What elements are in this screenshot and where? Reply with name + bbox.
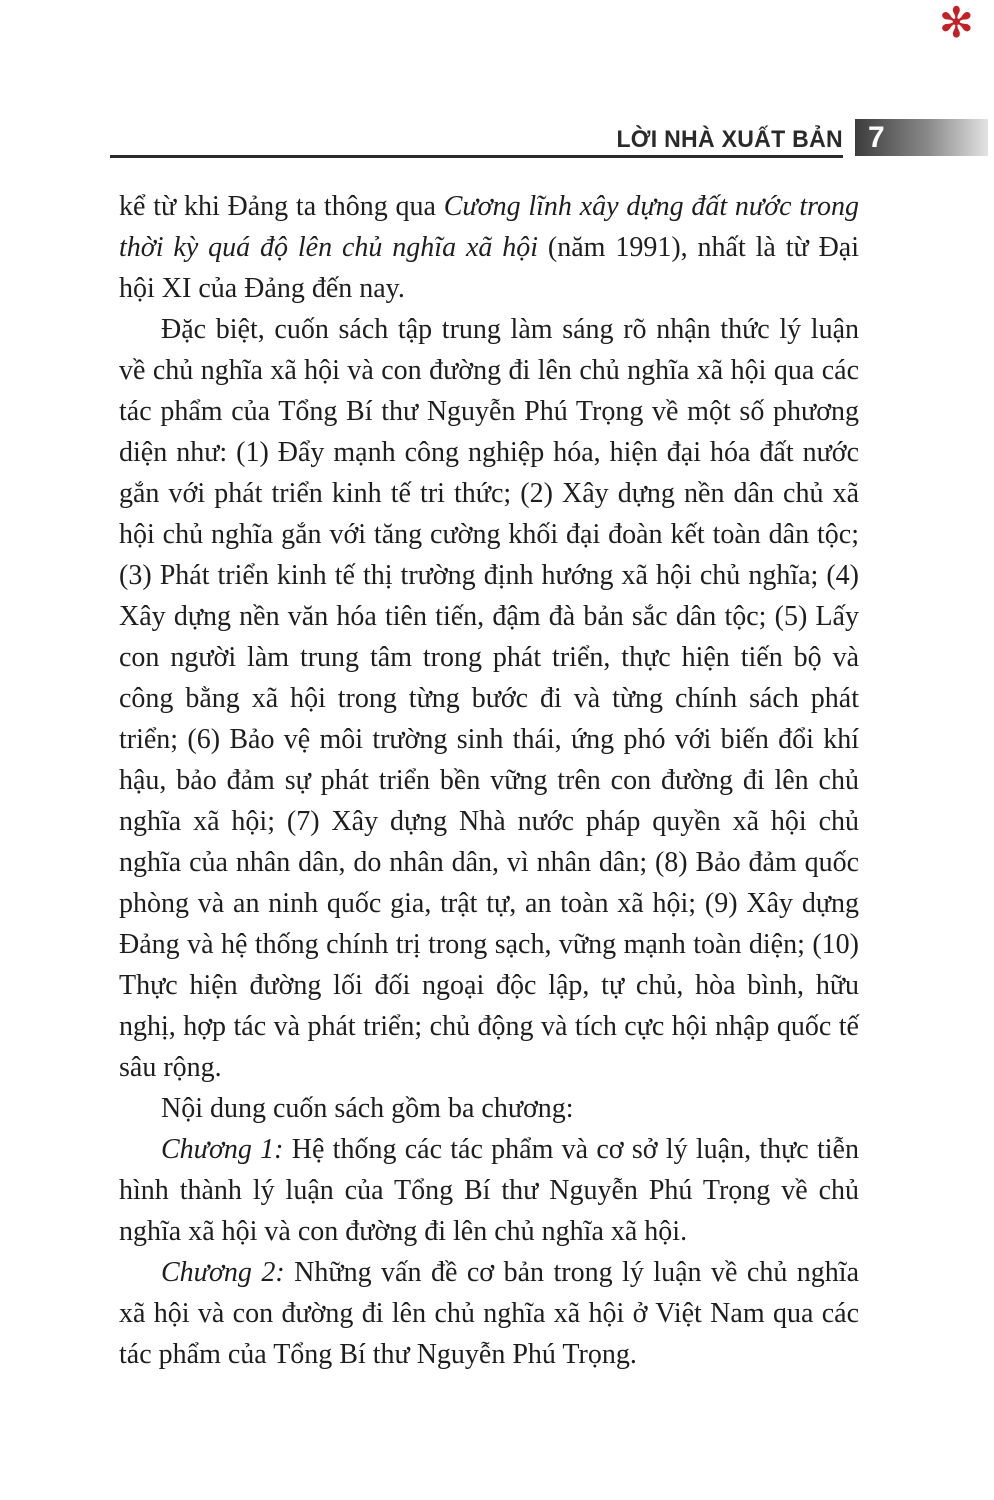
text-run: Những vấn đề cơ bản trong lý luận về chủ nghĩa xã hội và con đường đi lên chủ nghĩa xã hội ở Việt Nam qua các tác phẩm của Tổng Bí thư Nguyễn Phú Trọng. xyxy=(119,1257,859,1370)
page-body xyxy=(119,186,859,1375)
paragraph-continuation xyxy=(119,186,859,309)
page-number: 7 xyxy=(868,120,885,154)
paragraph-contents-intro xyxy=(119,1088,859,1129)
text-run: Nội dung cuốn sách gồm ba chương: xyxy=(161,1093,574,1124)
text-run-italic-chapter-label: Chương 2: xyxy=(161,1257,285,1288)
text-run: Đặc biệt, cuốn sách tập trung làm sáng rõ nhận thức lý luận về chủ nghĩa xã hội và con đường đi lên chủ nghĩa xã hội qua các tác phẩm của Tổng Bí thư Nguyễn Phú Trọng về một số phương diện như: (1) Đẩy mạnh công nghiệp hóa, hiện đại hóa đất nước gắn với phát triển kinh tế tri thức; (2) Xây dựng nền dân chủ xã hội chủ nghĩa gắn với tăng cường khối đại đoàn kết toàn dân tộc; (3) Phát triển kinh tế thị trường định hướng xã hội chủ nghĩa; (4) Xây dựng nền văn hóa tiên tiến, đậm đà bản sắc dân tộc; (5) Lấy con người làm trung tâm trong phát triển, thực hiện tiến bộ và công bằng xã hội trong từng bước đi và từng chính sách phát triển; (6) Bảo vệ môi trường sinh thái, ứng phó với biến đổi khí hậu, bảo đảm sự phát triển bền vững trên con đường đi lên chủ nghĩa xã hội; (7) Xây dựng Nhà nước pháp quyền xã hội chủ nghĩa của nhân dân, do nhân dân, vì nhân dân; (8) Bảo đảm quốc phòng và an ninh quốc gia, trật tự, an toàn xã hội; (9) Xây dựng Đảng và hệ thống chính trị trong sạch, vững mạnh toàn diện; (10) Thực hiện đường lối đối ngoại độc lập, tự chủ, hòa bình, hữu nghị, hợp tác và phát triển; chủ động và tích cực hội nhập quốc tế sâu rộng. xyxy=(119,314,859,1083)
text-run: (năm 1991), nhất là từ Đại hội XI của Đảng đến nay. xyxy=(119,232,859,304)
text-run-italic-chapter-label: Chương 1: xyxy=(161,1134,284,1165)
text-run: kể từ khi Đảng ta thông qua xyxy=(119,191,444,222)
paragraph-book-overview xyxy=(119,309,859,1088)
running-head-title: LỜI NHÀ XUẤT BẢN xyxy=(616,126,843,153)
header-rule xyxy=(110,155,843,158)
page-number-badge xyxy=(855,119,988,156)
publisher-flower-icon: ✻ xyxy=(938,0,974,47)
paragraph-chapter-1 xyxy=(119,1129,859,1252)
text-run: Hệ thống các tác phẩm và cơ sở lý luận, thực tiễn hình thành lý luận của Tổng Bí thư Nguyễn Phú Trọng về chủ nghĩa xã hội và con đường đi lên chủ nghĩa xã hội. xyxy=(119,1134,859,1247)
text-run-italic-book-title: Cương lĩnh xây dựng đất nước trong thời kỳ quá độ lên chủ nghĩa xã hội xyxy=(119,191,859,263)
paragraph-chapter-2 xyxy=(119,1252,859,1375)
